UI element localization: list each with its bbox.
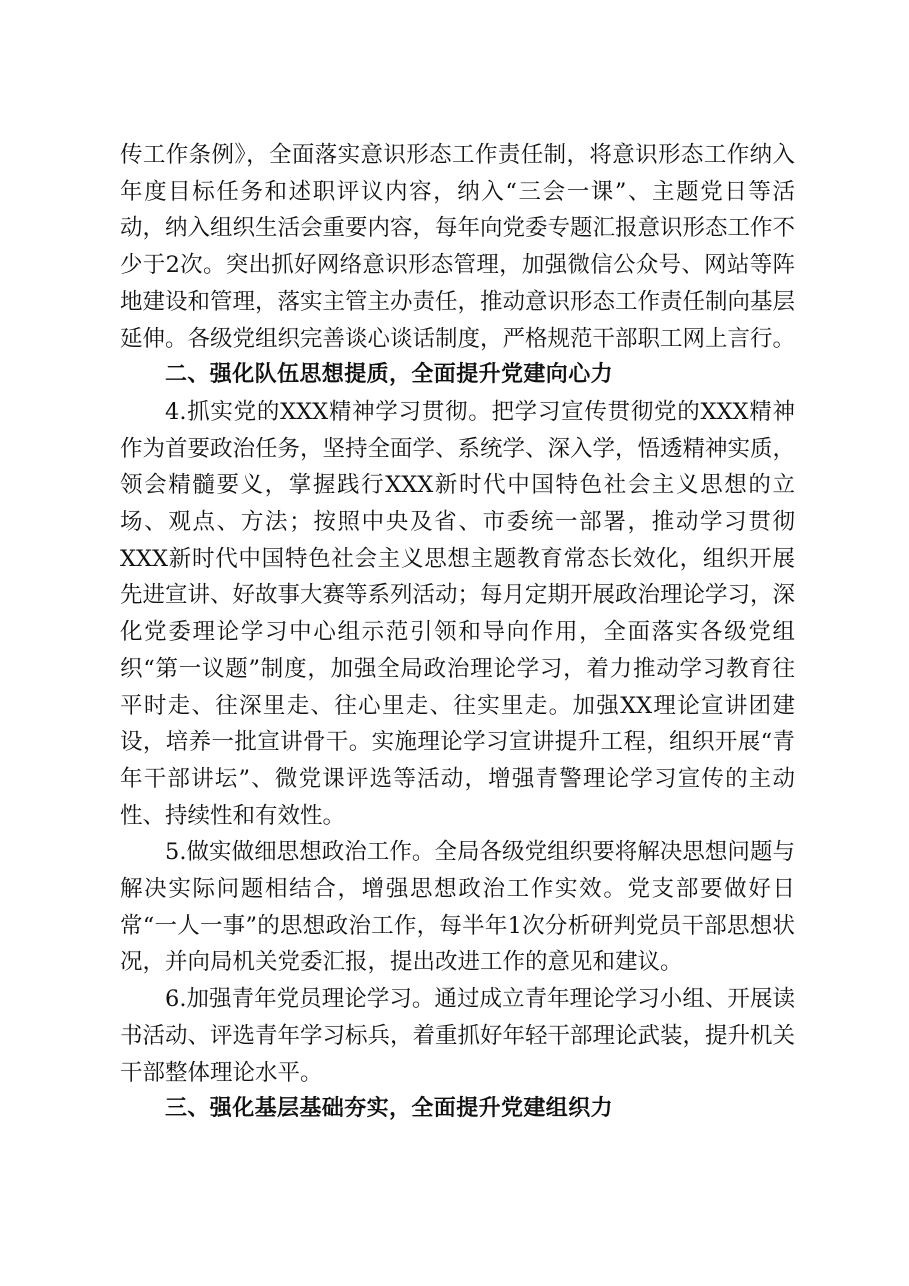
- section-2-heading: 二、强化队伍思想提质，全面提升党建向心力: [165, 362, 614, 388]
- item-4-paragraph: 4.抓实党的XXX精神学习贯彻。把学习宣传贯彻党的XXX精神作为首要政治任务，坚持全面学、系统学、深入学，悟透精神实质，领会精髓要义，掌握践行XXX新时代中国特色社会主义思想的立场、观点、方法；按照中央及省、市委统一部署，推动学习贯彻XXX新时代中国特色社会主义思想主题教育常态长效化，组织开展先进宣讲、好故事大赛等系列活动；每月定期开展政治理论学习，深化党委理论学习中心组示范引领和导向作用，全面落实各级党组织“第一议题”制度，加强全局政治理论学习，着力推动学习教育往平时走、往深里走、往心里走、往实里走。加强XX理论宣讲团建设，培养一批宣讲骨干。实施理论学习宣讲提升工程，组织开展“青年干部讲坛”、微党课评选等活动，增强青警理论学习宣传的主动性、持续性和有效性。: [120, 398, 796, 829]
- paragraph-continuation: 传工作条例》，全面落实意识形态工作责任制，将意识形态工作纳入年度目标任务和述职评议内容，纳入“三会一课”、主题党日等活动，纳入组织生活会重要内容，每年向党委专题汇报意识形态工作不少于2次。突出抓好网络意识形态管理，加强微信公众号、网站等阵地建设和管理，落实主管主办责任，推动意识形态工作责任制向基层延伸。各级党组织完善谈心谈话制度，严格规范干部职工网上言行。: [120, 142, 796, 352]
- document-body: [120, 137, 795, 1128]
- section-3-heading: 三、强化基层基础夯实，全面提升党建组织力: [165, 1096, 614, 1122]
- item-6-paragraph: 6.加强青年党员理论学习。通过成立青年理论学习小组、开展读书活动、评选青年学习标兵，着重抓好年轻干部理论武装，提升机关干部整体理论水平。: [120, 986, 796, 1086]
- item-5-paragraph: 5.做实做细思想政治工作。全局各级党组织要将解决思想问题与解决实际问题相结合，增强思想政治工作实效。党支部要做好日常“一人一事”的思想政治工作，每半年1次分析研判党员干部思想状况，并向局机关党委汇报，提出改进工作的意见和建议。: [120, 839, 795, 976]
